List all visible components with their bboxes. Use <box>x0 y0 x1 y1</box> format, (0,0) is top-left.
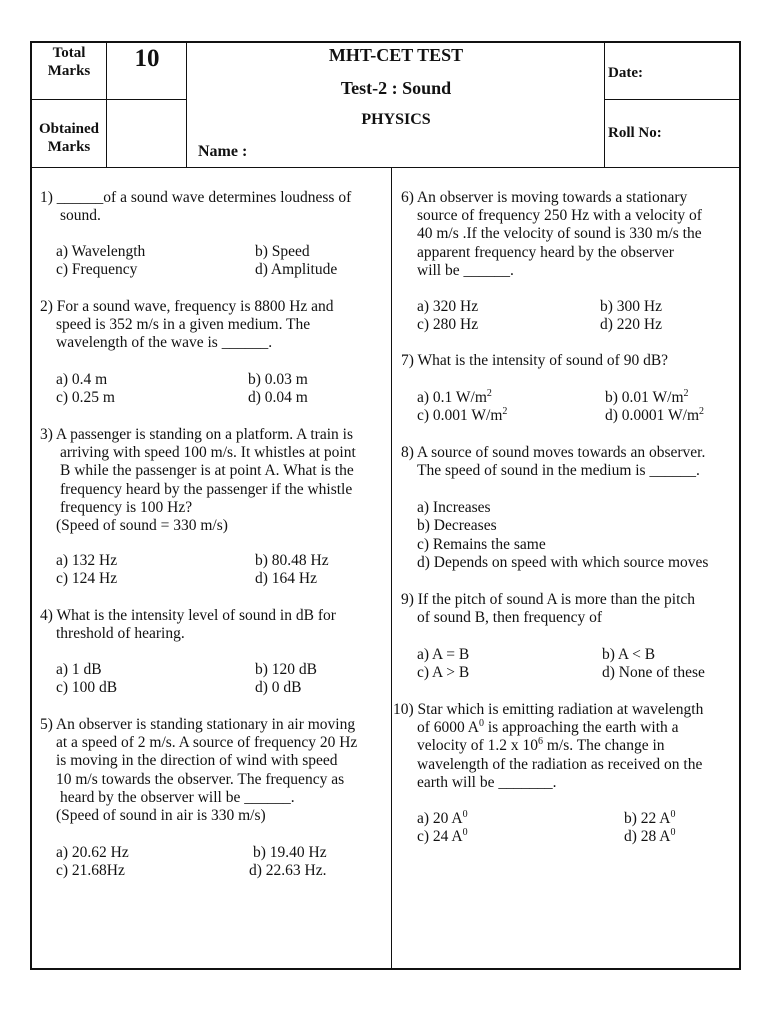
q9-option-d: d) None of these <box>602 664 705 681</box>
q7-option-c: c) 0.001 $W/m^2$ <box>417 406 508 424</box>
roll-no-label: Roll No: <box>608 125 662 141</box>
q1-option-d: d) Amplitude <box>255 261 338 278</box>
q7-option-d: d) 0.0001 $W/m^2$ <box>605 406 704 424</box>
q10-option-c: c) 24 $A^0$ <box>417 827 468 845</box>
q8-option-c: c) Remains the same <box>417 536 546 553</box>
q10-option-a: a) 20 $A^0$ <box>417 809 468 827</box>
q7-option-a: a) 0.1 $W/m^2$ <box>417 388 492 406</box>
q2-option-a: a) 0.4 m <box>56 371 108 388</box>
column-divider <box>391 167 392 970</box>
header-divider <box>30 99 186 100</box>
name-label: Name : <box>198 143 248 160</box>
question-6: 6) An observer is moving towards a stationary source of frequency 250 Hz with a velocity of 40 m/s .If the velocity of sound is 330 m/s the apparent frequency heard by the observer will be ______. <box>401 189 702 279</box>
q2-option-d: d) 0.04 m <box>248 389 308 406</box>
obtained-marks-label: Obtained Marks <box>38 121 99 155</box>
total-marks-label: Total Marks <box>47 45 91 79</box>
q2-option-c: c) 0.25 m <box>56 389 115 406</box>
q9-option-b: b) A < B <box>602 646 656 663</box>
question-1: 1) ______of a sound wave determines loudness of sound. <box>40 189 352 225</box>
subject-label: PHYSICS <box>361 111 431 128</box>
header-bottom-border <box>30 167 741 168</box>
header-divider <box>106 41 107 167</box>
q8-option-a: a) Increases <box>417 499 491 516</box>
q5-option-a: a) 20.62 Hz <box>56 844 129 861</box>
question-5: 5) An observer is standing stationary in air moving at a speed of 2 m/s. A source of frequency 20 Hz is moving in the direction of wind with speed 10 m/s towards the observer. The frequency as heard by the observer will be ______. (Speed of sound in air is 330 m/s) <box>40 716 358 825</box>
date-label: Date: <box>608 65 643 81</box>
q1-option-a: a) Wavelength <box>56 243 146 260</box>
q1-option-c: c) Frequency <box>56 261 138 278</box>
question-4: 4) What is the intensity level of sound in dB for threshold of hearing. <box>40 607 336 643</box>
q10-option-d: d) 28 $A^0$ <box>624 827 676 845</box>
q3-option-c: c) 124 Hz <box>56 570 118 587</box>
q10-option-b: b) 22 $A^0$ <box>624 809 676 827</box>
q2-option-b: b) 0.03 m <box>248 371 308 388</box>
question-7: 7) What is the intensity of sound of 90 dB? <box>401 352 669 369</box>
test-title: MHT-CET TEST <box>328 45 464 65</box>
header-divider <box>604 99 741 100</box>
q3-option-b: b) 80.48 Hz <box>255 552 329 569</box>
q6-option-d: d) 220 Hz <box>600 316 662 333</box>
header-divider <box>186 41 187 167</box>
q4-option-a: a) 1 dB <box>56 661 102 678</box>
question-8: 8) A source of sound moves towards an observer. The speed of sound in the medium is ______. <box>401 444 706 480</box>
question-3: 3) A passenger is standing on a platform. A train is arriving with speed 100 m/s. It whistles at point B while the passenger is at point A. What is the frequency heard by the passenger if the whistle frequency is 100 Hz? (Speed of sound = 330 m/s) <box>40 426 356 535</box>
test-subtitle: Test-2 : Sound <box>340 78 452 98</box>
q5-option-c: c) 21.68Hz <box>56 862 125 879</box>
question-10: 10) Star which is emitting radiation at wavelength of 6000 $A^0$ is approaching the earth with a velocity of 1.2 x $10^6$ m/s. The change in wavelength of the radiation as received on the earth will be _______. <box>393 701 704 791</box>
q9-option-a: a) A = B <box>417 646 470 663</box>
q6-option-b: b) 300 Hz <box>600 298 662 315</box>
total-marks-value: 10 <box>134 45 160 72</box>
q3-option-a: a) 132 Hz <box>56 552 118 569</box>
question-2: 2) For a sound wave, frequency is 8800 Hz and speed is 352 m/s in a given medium. The wavelength of the wave is ______. <box>40 298 334 352</box>
q5-option-b: b) 19.40 Hz <box>253 844 327 861</box>
q4-option-c: c) 100 dB <box>56 679 118 696</box>
q8-option-b: b) Decreases <box>417 517 497 534</box>
q5-option-d: d) 22.63 Hz. <box>249 862 327 879</box>
q1-option-b: b) Speed <box>255 243 310 260</box>
q6-option-a: a) 320 Hz <box>417 298 479 315</box>
q8-option-d: d) Depends on speed with which source moves <box>417 554 709 571</box>
q4-option-b: b) 120 dB <box>255 661 317 678</box>
q9-option-c: c) A > B <box>417 664 470 681</box>
q3-option-d: d) 164 Hz <box>255 570 317 587</box>
q7-option-b: b) 0.01 $W/m^2$ <box>605 388 689 406</box>
header-divider <box>604 41 605 167</box>
q6-option-c: c) 280 Hz <box>417 316 479 333</box>
q4-option-d: d) 0 dB <box>255 679 302 696</box>
question-9: 9) If the pitch of sound A is more than the pitch of sound B, then frequency of <box>401 591 696 627</box>
